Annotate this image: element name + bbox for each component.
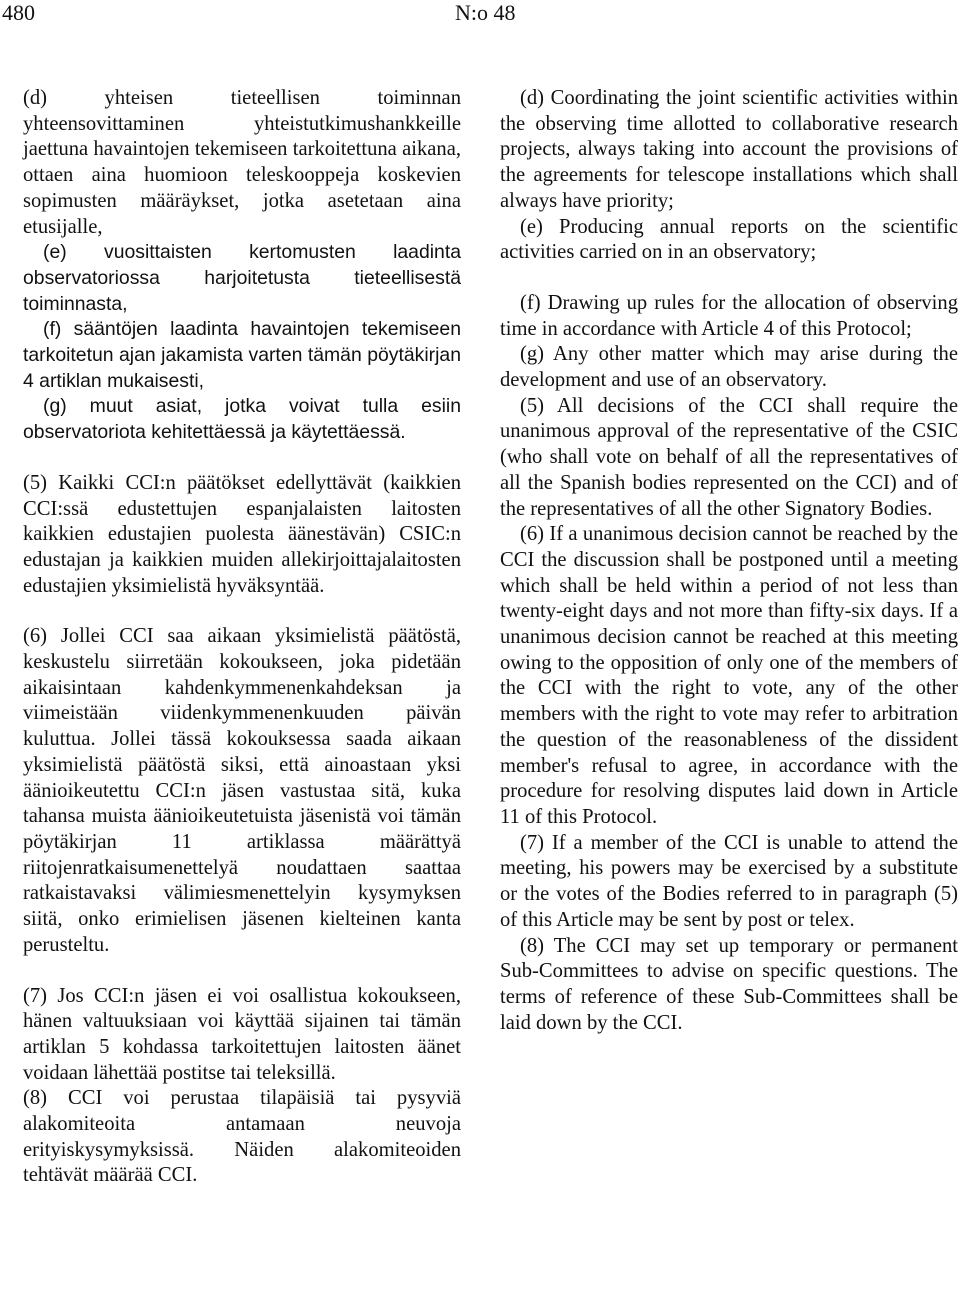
en-item-e: (e) Producing annual reports on the scientific activities carried on in an observatory;	[500, 215, 958, 264]
fi-paragraph-7: (7) Jos CCI:n jäsen ei voi osallistua kokoukseen, hänen valtuuksiaan voi käyttää sijainen tai tämän artiklan 5 kohdassa tarkoitettujen laitosten äänet voidaan lähettää postitse tai teleksillä.	[23, 984, 461, 1084]
en-paragraph-8: (8) The CCI may set up temporary or permanent Sub-Committees to advise on specific questions. The terms of reference of these Sub-Committees shall be laid down by the CCI.	[500, 934, 958, 1034]
en-item-f: (f) Drawing up rules for the allocation of observing time in accordance with Article 4 of this Protocol;	[500, 291, 958, 340]
journal-number: N:o 48	[455, 0, 516, 25]
fi-item-g: (g) muut asiat, jotka voivat tulla esiin observatoriota kehitettäessä ja käytettäessä.	[23, 395, 461, 444]
en-paragraph-6: (6) If a unanimous decision cannot be reached by the CCI the discussion shall be postponed until a meeting which shall be held within a period of not less than twenty-eight days and not more than fifty-six days. If a unanimous decision cannot be reached at this meeting owing to the opposition of only one of the members of the CCI with the right to vote, any of the other members with the right to vote may refer to arbitration the question of the reasonableness of the dissident member's refusal to agree, in accordance with the procedure for resolving disputes laid down in Article 11 of this Protocol.	[500, 523, 958, 828]
en-item-g: (g) Any other matter which may arise during the development and use of an observatory.	[500, 343, 958, 392]
fi-item-e: (e) vuosittaisten kertomusten laadinta observatoriossa harjoitetusta tieteellisestä toiminnasta,	[23, 241, 461, 315]
en-paragraph-7: (7) If a member of the CCI is unable to attend the meeting, his powers may be exercised by a substitute or the votes of the Bodies referred to in paragraph (5) of this Article may be sent by post or telex.	[500, 831, 958, 931]
finnish-column	[23, 86, 461, 1189]
english-column	[500, 86, 958, 1036]
fi-item-f: (f) sääntöjen laadinta havaintojen tekemiseen tarkoitetun ajan jakamista varten tämän pöytäkirjan 4 artiklan mukaisesti,	[23, 318, 461, 392]
fi-paragraph-6: (6) Jollei CCI saa aikaan yksimielistä päätöstä, keskustelu siirretään kokoukseen, joka pidetään aikaisintaan kahdenkymmenenkahdeksan ja viimeistään viidenkymmenenkuuden päivän kuluttua. Jollei tässä kokouksessa saada aikaan yksimielistä päätöstä siksi, että ainoastaan yksi äänioikeutettu CCI:n jäsen vastustaa sitä, kuka tahansa muista äänioikeutetuista jäsenistä voi tämän pöytäkirjan 11 artiklassa määrättyä riitojenratkaisumenettelyä noudattaen saattaa ratkaistavaksi välimiesmenettelyin kysymyksen siitä, onko erimielisen jäsenen kielteinen kanta perusteltu.	[23, 625, 461, 956]
page-header	[0, 0, 960, 30]
page-number: 480	[2, 0, 35, 25]
en-paragraph-5: (5) All decisions of the CCI shall require the unanimous approval of the representative of the CSIC (who shall vote on behalf of all the representatives of all the Spanish bodies represented on the CCI) and of the representatives of all the other Signatory Bodies.	[500, 394, 958, 520]
fi-item-d: (d) yhteisen tieteellisen toiminnan yhteensovittaminen yhteistutkimushankkeille jaettuna havaintojen tekemiseen tarkoitettuna aikana, ottaen aina huomioon teleskooppeja koskevien sopimusten määräykset, jotka asetetaan aina etusijalle,	[23, 87, 461, 238]
en-item-d: (d) Coordinating the joint scientific activities within the observing time allotted to collaborative research projects, always taking into account the provisions of the agreements for telescope installations which shall always have priority;	[500, 87, 958, 212]
fi-paragraph-5: (5) Kaikki CCI:n päätökset edellyttävät (kaikkien CCI:ssä edustettujen espanjalaisten laitosten kaikkien edustajien puolesta äänestävän) CSIC:n edustajan ja kaikkien muiden allekirjoittajalaitosten edustajien yksimielistä hyväksyntää.	[23, 471, 461, 597]
fi-paragraph-8: (8) CCI voi perustaa tilapäisiä tai pysyviä alakomiteoita antamaan neuvoja erityiskysymyksissä. Näiden alakomiteoiden tehtävät määrää CCI.	[23, 1087, 461, 1187]
